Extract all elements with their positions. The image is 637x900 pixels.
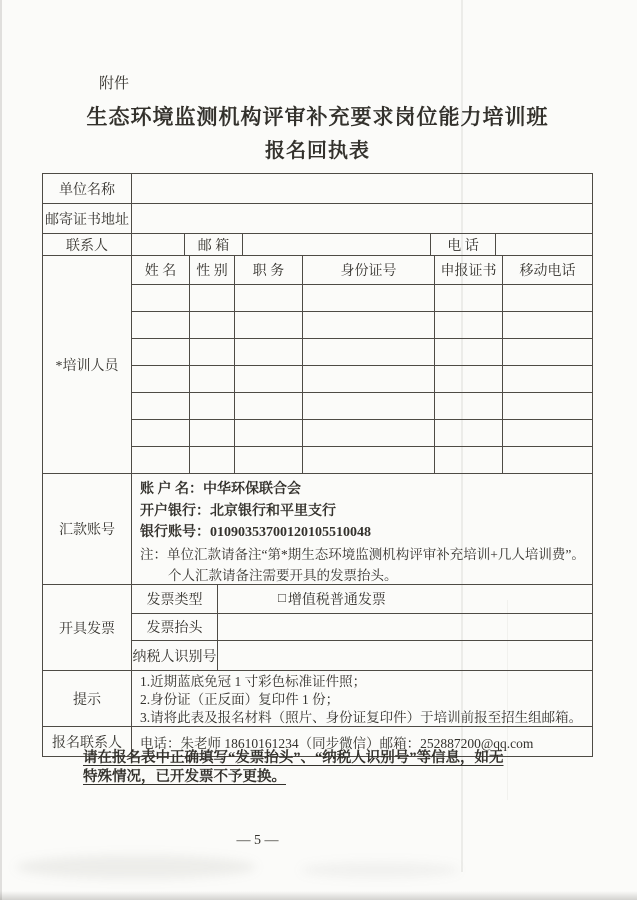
contact-value-cell — [131, 234, 184, 255]
registration-contact-value: 电话：朱老师 18610161234（同步微信）邮箱：252887200@qq.com — [131, 727, 592, 756]
bottom-note-line-2: 特殊情况，已开发票不予更换。 — [83, 769, 286, 785]
trainee-col-name: 姓 名 — [144, 264, 177, 279]
bottom-note-line-1: 请在报名表中正确填写“发票抬头”、“纳税人识别号”等信息，如无 — [83, 750, 504, 766]
trainee-col-gender: 性 别 — [189, 256, 234, 284]
invoice-type-value-cell — [217, 585, 592, 613]
registration-contact-label: 报名联系人 — [52, 735, 122, 751]
document-title: 生态环境监测机构评审补充要求岗位能力培训班 — [86, 105, 549, 129]
invoice-title-value-cell — [217, 614, 592, 640]
scan-edge-shadow — [0, 891, 637, 900]
trainee-empty-row — [132, 284, 592, 311]
trainee-header-row — [132, 256, 592, 284]
row-contact — [43, 233, 592, 255]
trainee-empty-row — [132, 311, 592, 338]
document-subtitle: 报名回执表 — [265, 140, 370, 162]
row-tips — [43, 670, 592, 726]
phone-value-cell — [495, 234, 592, 255]
invoice-label: 开具发票 — [59, 621, 115, 637]
invoice-title-row — [132, 613, 592, 640]
row-remittance — [43, 473, 592, 584]
invoice-type-row — [132, 585, 592, 613]
trainee-empty-row — [132, 419, 592, 446]
trainees-label: *培训人员 — [55, 358, 119, 374]
trainee-empty-row — [132, 446, 592, 473]
scan-smudge — [300, 862, 460, 878]
invoice-type-option: 增值税普通发票 — [287, 593, 386, 608]
taxpayer-id-row — [132, 640, 592, 670]
row-trainees — [43, 255, 592, 473]
trainee-col-id-number: 身份证号 — [302, 256, 434, 284]
checkbox-unchecked-icon: □ — [278, 590, 286, 605]
row-mailing-address — [43, 203, 592, 233]
unit-name-value-cell — [131, 174, 592, 203]
page-number: — 5 — — [236, 833, 279, 848]
phone-label: 电 话 — [430, 234, 495, 255]
row-unit-name — [43, 174, 592, 203]
trainee-col-position: 职 务 — [234, 256, 302, 284]
invoice-title-label: 发票抬头 — [146, 621, 203, 636]
trainee-col-certificate: 申报证书 — [434, 256, 502, 284]
tips-line-2: 2.身份证（正反面）复印件 1 份； — [140, 692, 340, 707]
remittance-note-line1: 注：单位汇款请备注“第*期生态环境监测机构评审补充培训+几人培训费”。 — [140, 546, 585, 562]
contact-label: 联系人 — [66, 238, 108, 254]
trainee-empty-row — [132, 392, 592, 419]
attachment-label: 附件 — [99, 76, 130, 92]
email-value-cell — [242, 234, 430, 255]
trainee-empty-row — [132, 338, 592, 365]
invoice-subtable — [131, 585, 592, 670]
mailing-address-value-cell — [131, 204, 592, 233]
remittance-note-line2: 个人汇款请备注需要开具的发票抬头。 — [168, 568, 398, 583]
tips-line-1: 1.近期蓝底免冠 1 寸彩色标准证件照； — [140, 674, 367, 689]
bank-account-line: 银行账号：01090353700120105510048 — [140, 525, 371, 540]
registration-form-table — [42, 173, 593, 757]
remittance-label: 汇款账号 — [59, 523, 115, 538]
row-invoice — [43, 584, 592, 670]
trainee-table — [131, 256, 592, 473]
trainee-col-mobile: 移动电话 — [502, 256, 592, 284]
taxpayer-id-label: 纳税人识别号 — [132, 649, 217, 665]
remittance-content — [131, 474, 592, 584]
tips-content — [131, 671, 592, 726]
bottom-note — [83, 749, 504, 787]
bank-name-line: 开户银行：北京银行和平里支行 — [140, 503, 336, 519]
scan-smudge — [16, 855, 256, 879]
tips-line-3: 3.请将此表及报名材料（照片、身份证复印件）于培训前报至招生组邮箱。 — [140, 710, 583, 725]
email-label: 邮 箱 — [184, 234, 242, 255]
trainee-empty-row — [132, 365, 592, 392]
account-name-line: 账 户 名：中华环保联合会 — [140, 482, 301, 497]
scan-edge-artifact — [0, 0, 2, 900]
taxpayer-id-value-cell — [217, 641, 592, 670]
unit-name-label: 单位名称 — [59, 182, 115, 198]
mailing-address-label: 邮寄证书地址 — [45, 212, 129, 228]
invoice-type-label: 发票类型 — [146, 593, 203, 608]
tips-label: 提示 — [73, 692, 101, 708]
